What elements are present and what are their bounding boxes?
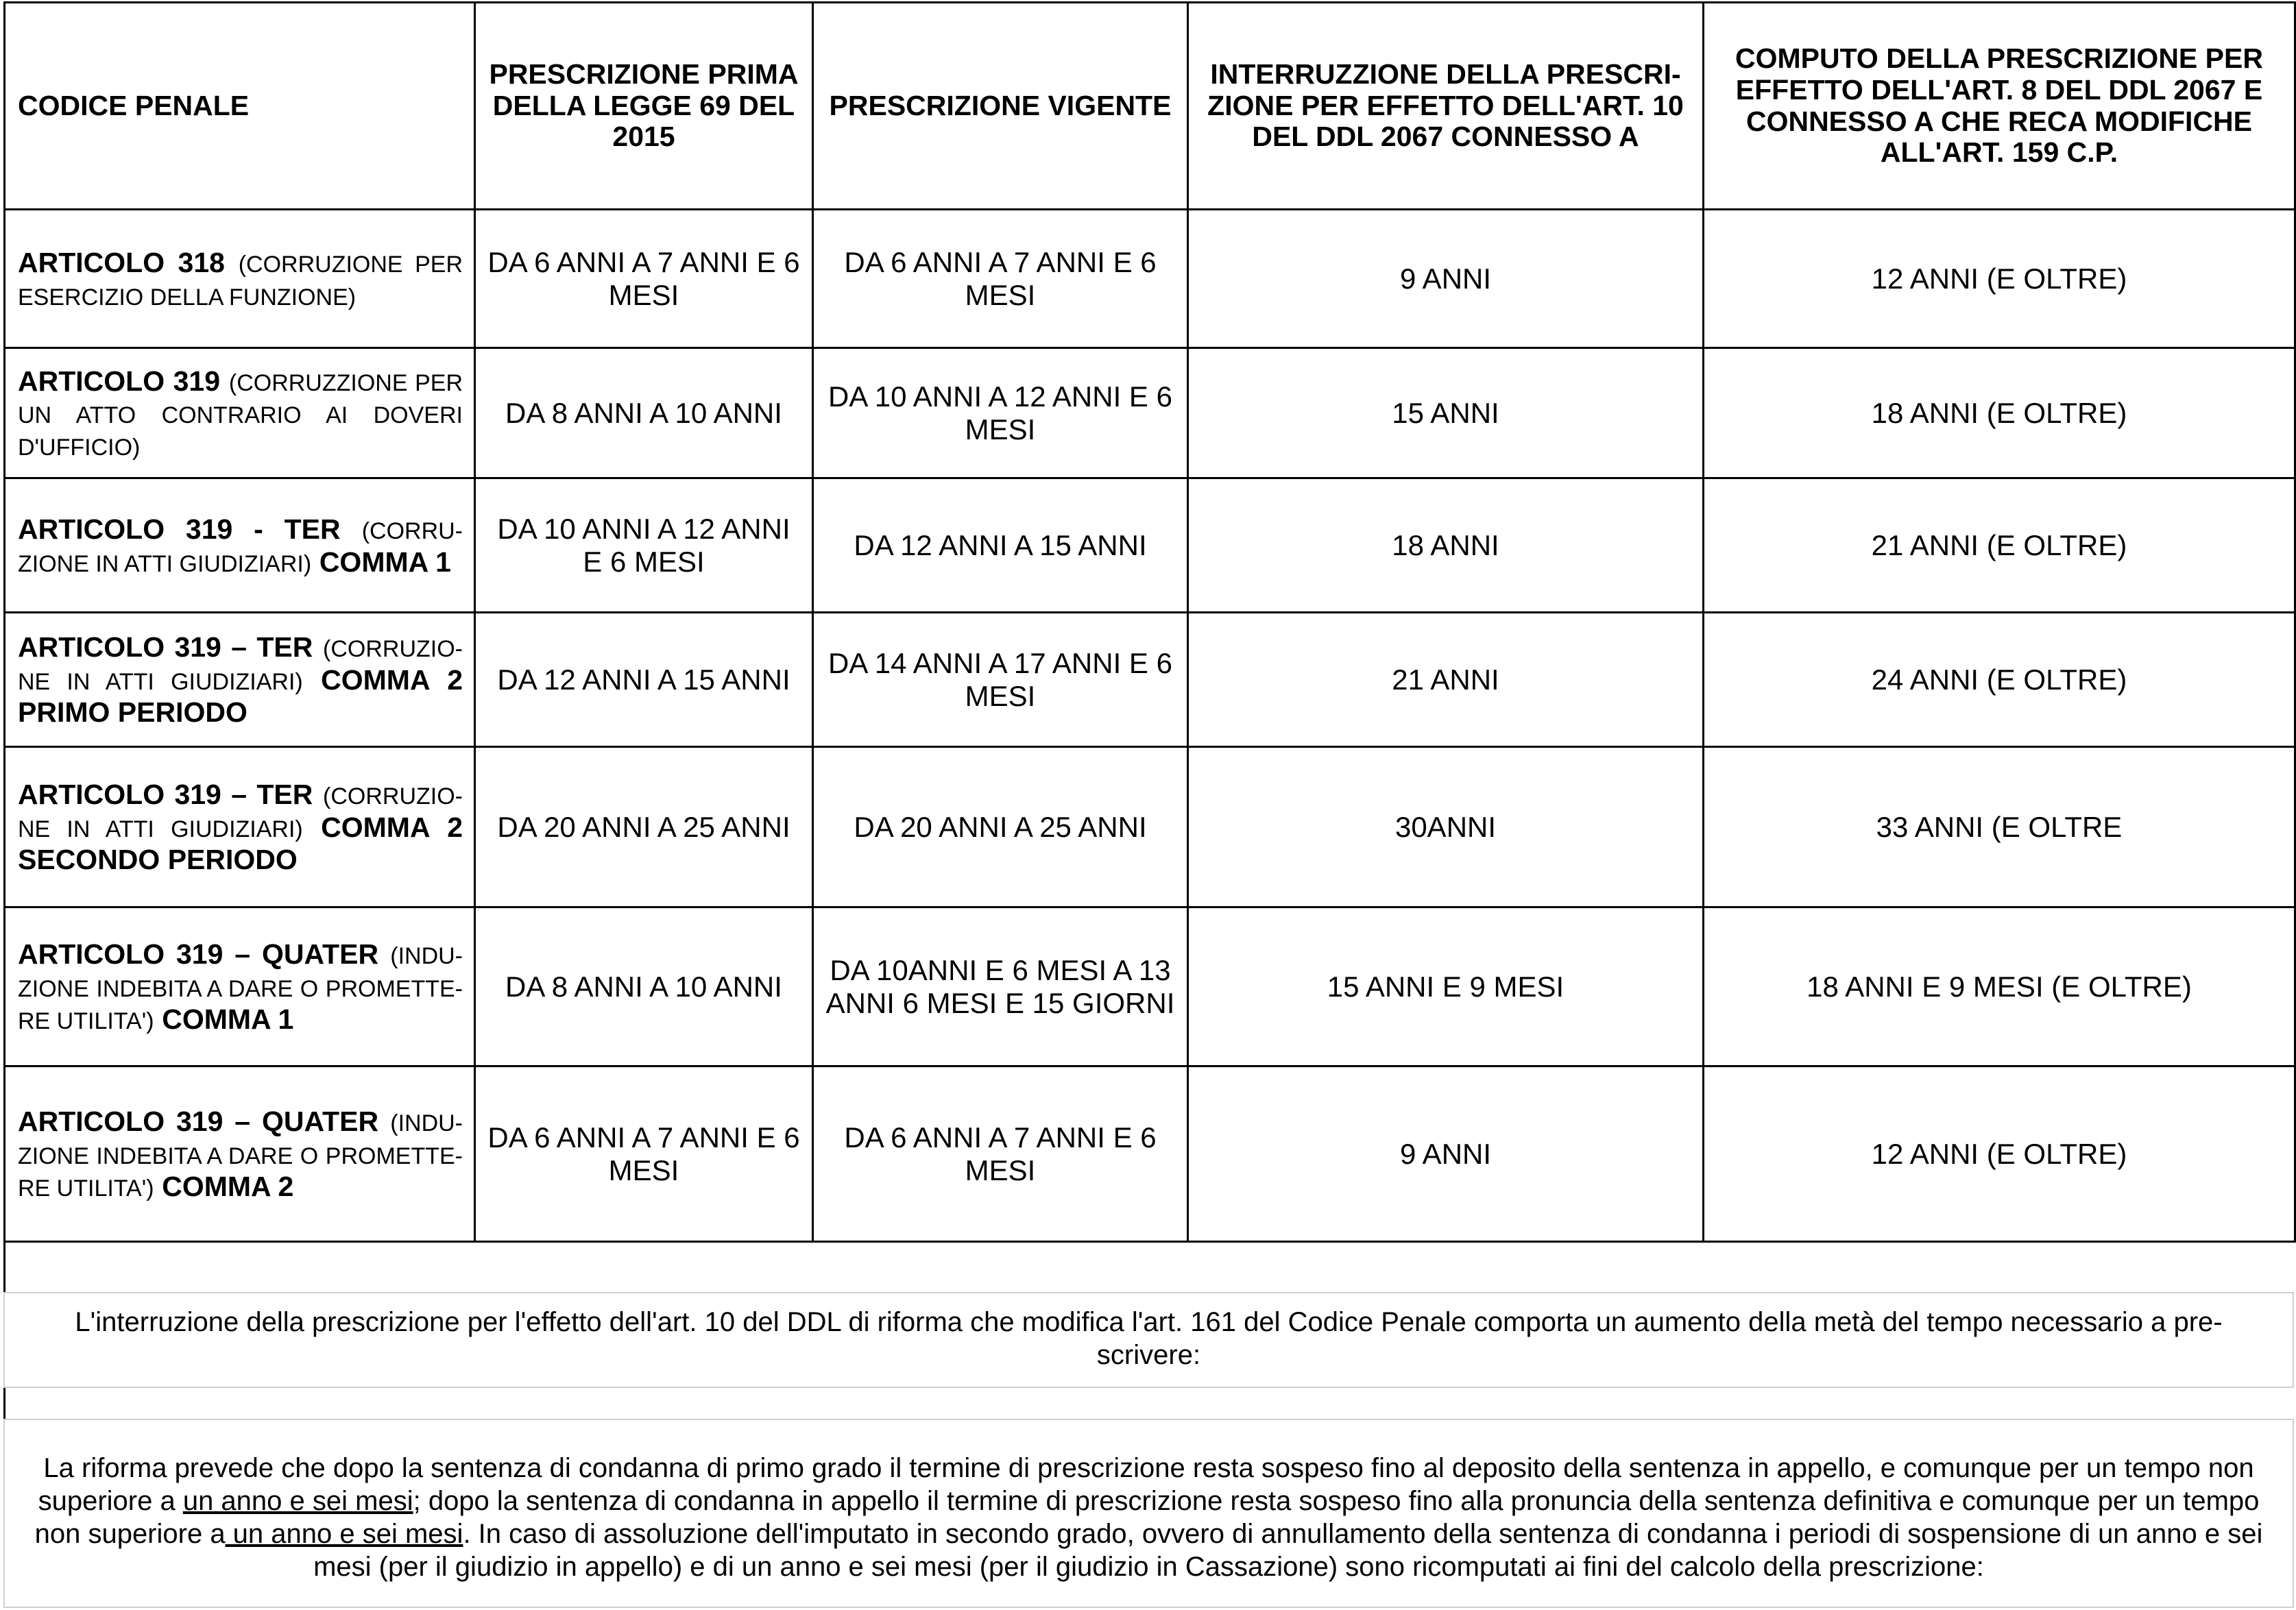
cell-interruzione: 15 ANNI xyxy=(1188,348,1704,478)
table-row xyxy=(5,210,2295,348)
cell-codice-penale xyxy=(5,1066,475,1242)
cell-computo: 12 ANNI (E OLTRE) xyxy=(1704,210,2295,348)
header-interruzione: INTERRUZZIONE DELLA PRESCRI-ZIONE PER EFFETTO DELL'ART. 10 DEL DDL 2067 CONNESSO A xyxy=(1188,3,1704,210)
cell-prescrizione-prima: DA 6 ANNI A 7 ANNI E 6 MESI xyxy=(475,210,813,348)
cell-prescrizione-prima: DA 20 ANNI A 25 ANNI xyxy=(475,747,813,907)
table-row xyxy=(5,907,2295,1066)
article-description: (CORRUZZIONE PER UN ATTO CONTRARIO AI DOVERI D'UFFICIO) xyxy=(18,369,463,461)
cell-computo: 18 ANNI E 9 MESI (E OLTRE) xyxy=(1704,907,2295,1066)
cell-prescrizione-vigente: DA 12 ANNI A 15 ANNI xyxy=(813,478,1188,613)
header-prescrizione-prima: PRESCRIZIONE PRIMA DELLA LEGGE 69 DEL 2015 xyxy=(475,3,813,210)
article-description: (CORRUZIO-NE IN ATTI GIUDIZIARI) xyxy=(18,635,463,695)
divider xyxy=(3,1388,5,1419)
table-row xyxy=(5,747,2295,907)
note-riforma-underline-2: un anno e sei mesi xyxy=(225,1519,463,1549)
note-riforma xyxy=(3,1419,2294,1608)
note-riforma-text-a: La riforma prevede che dopo la sentenza di condanna di primo grado il termine di prescrizione resta sospeso fino al deposito della sentenza in appello, e comunque per un tempo non superiore a xyxy=(38,1453,2254,1516)
cell-codice-penale xyxy=(5,907,475,1066)
cell-prescrizione-prima: DA 8 ANNI A 10 ANNI xyxy=(475,348,813,478)
article-description: (CORRU-ZIONE IN ATTI GIUDIZIARI) xyxy=(18,517,463,577)
cell-codice-penale xyxy=(5,210,475,348)
cell-codice-penale xyxy=(5,747,475,907)
cell-prescrizione-vigente: DA 14 ANNI A 17 ANNI E 6 MESI xyxy=(813,613,1188,747)
article-comma: COMMA 1 xyxy=(162,1003,294,1036)
cell-codice-penale xyxy=(5,478,475,613)
article-number: ARTICOLO 319 – TER xyxy=(18,631,313,663)
note-interruzione: L'interruzione della prescrizione per l'effetto dell'art. 10 del DDL di riforma che modifica l'art. 161 del Codice Penale comporta un aumento della metà del tempo necessario a pre-scrivere: xyxy=(3,1292,2294,1388)
article-comma: COMMA 2 SECONDO PERIODO xyxy=(18,811,463,876)
note-riforma-text-c: . In caso di assoluzione dell'imputato in secondo grado, ovvero di annullamento della sentenza di condanna i periodi di sospensione di un anno e sei mesi (per il giudizio in appello) e di un anno e sei mesi (per il giudizio in Cassazione) sono ricomputati ai fini del calcolo della prescrizione: xyxy=(313,1519,2263,1582)
cell-prescrizione-vigente: DA 6 ANNI A 7 ANNI E 6 MESI xyxy=(813,210,1188,348)
cell-interruzione: 30ANNI xyxy=(1188,747,1704,907)
cell-prescrizione-prima: DA 12 ANNI A 15 ANNI xyxy=(475,613,813,747)
note-riforma-underline-1: un anno e sei mesi xyxy=(182,1486,413,1516)
table-row xyxy=(5,1066,2295,1242)
header-prescrizione-vigente: PRESCRIZIONE VIGENTE xyxy=(813,3,1188,210)
cell-computo: 12 ANNI (E OLTRE) xyxy=(1704,1066,2295,1242)
cell-prescrizione-vigente: DA 20 ANNI A 25 ANNI xyxy=(813,747,1188,907)
cell-interruzione: 21 ANNI xyxy=(1188,613,1704,747)
table-gap xyxy=(3,1239,2294,1292)
table-row xyxy=(5,613,2295,747)
article-number: ARTICOLO 319 – QUATER xyxy=(18,938,379,971)
cell-codice-penale xyxy=(5,613,475,747)
cell-computo: 24 ANNI (E OLTRE) xyxy=(1704,613,2295,747)
cell-prescrizione-prima: DA 6 ANNI A 7 ANNI E 6 MESI xyxy=(475,1066,813,1242)
article-comma: COMMA 1 xyxy=(319,546,451,578)
article-number: ARTICOLO 319 xyxy=(18,365,221,397)
cell-computo: 21 ANNI (E OLTRE) xyxy=(1704,478,2295,613)
article-number: ARTICOLO 318 xyxy=(18,247,225,279)
cell-computo: 33 ANNI (E OLTRE xyxy=(1704,747,2295,907)
cell-prescrizione-prima: DA 10 ANNI A 12 ANNI E 6 MESI xyxy=(475,478,813,613)
cell-prescrizione-vigente: DA 6 ANNI A 7 ANNI E 6 MESI xyxy=(813,1066,1188,1242)
prescription-table xyxy=(3,1,2296,1243)
article-description: (INDU-ZIONE INDEBITA A DARE O PROMETTE-RE UTILITA') xyxy=(18,1110,463,1202)
cell-computo: 18 ANNI (E OLTRE) xyxy=(1704,348,2295,478)
note-riforma-text-b: ; dopo la sentenza di condanna in appello il termine di prescrizione resta sospeso fino alla pronuncia della sentenza definitiva e comunque per un tempo non superiore a xyxy=(34,1486,2260,1549)
cell-codice-penale xyxy=(5,348,475,478)
article-description: (CORRUZIONE PER ESERCIZIO DELLA FUNZIONE) xyxy=(18,252,463,310)
article-comma: COMMA 2 xyxy=(162,1171,294,1203)
article-description: (CORRUZIO-NE IN ATTI GIUDIZIARI) xyxy=(18,783,463,842)
table-row xyxy=(5,478,2295,613)
cell-prescrizione-vigente: DA 10 ANNI A 12 ANNI E 6 MESI xyxy=(813,348,1188,478)
article-comma: COMMA 2 PRIMO PERIODO xyxy=(18,663,463,729)
table-row xyxy=(5,348,2295,478)
header-computo: COMPUTO DELLA PRESCRIZIONE PER EFFETTO DELL'ART. 8 DEL DDL 2067 E CONNESSO A CHE RECA MODIFICHE ALL'ART. 159 C.P. xyxy=(1704,3,2295,210)
article-number: ARTICOLO 319 – TER xyxy=(18,778,313,810)
cell-interruzione: 15 ANNI E 9 MESI xyxy=(1188,907,1704,1066)
article-number: ARTICOLO 319 - TER xyxy=(18,513,341,545)
cell-prescrizione-prima: DA 8 ANNI A 10 ANNI xyxy=(475,907,813,1066)
article-description: (INDU-ZIONE INDEBITA A DARE O PROMETTE-RE UTILITA') xyxy=(18,943,463,1035)
cell-prescrizione-vigente: DA 10ANNI E 6 MESI A 13 ANNI 6 MESI E 15 GIORNI xyxy=(813,907,1188,1066)
cell-interruzione: 9 ANNI xyxy=(1188,210,1704,348)
header-codice-penale: CODICE PENALE xyxy=(5,3,475,210)
cell-interruzione: 9 ANNI xyxy=(1188,1066,1704,1242)
article-number: ARTICOLO 319 – QUATER xyxy=(18,1106,379,1138)
cell-interruzione: 18 ANNI xyxy=(1188,478,1704,613)
table-header-row xyxy=(5,3,2295,210)
